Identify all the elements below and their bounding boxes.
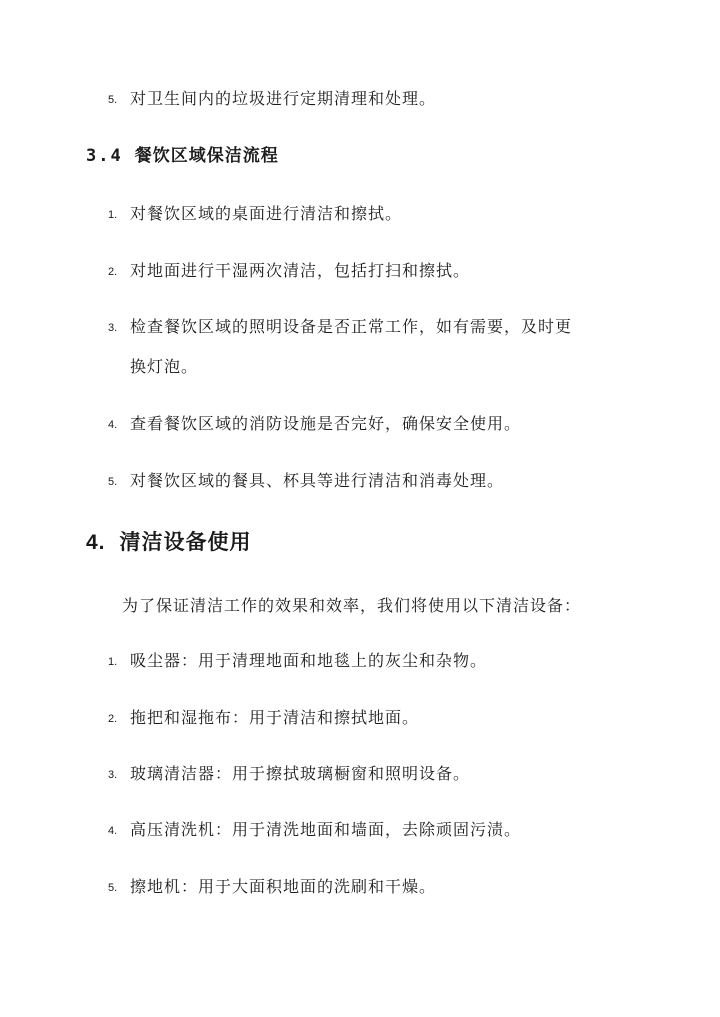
section-title: 餐饮区域保洁流程	[134, 146, 279, 166]
list-item-number: 5.	[108, 476, 118, 488]
section-heading-3-4	[86, 145, 279, 167]
list-item-number: 3.	[108, 769, 118, 781]
list-item	[108, 414, 628, 435]
list-item-text: 查看餐饮区域的消防设施是否完好，确保安全使用。	[130, 414, 522, 433]
section-heading-4	[86, 529, 252, 556]
list-item-number: 4.	[108, 825, 118, 837]
list-item-text: 对餐饮区域的桌面进行清洁和擦拭。	[130, 204, 403, 223]
list-item	[108, 877, 628, 898]
list-item-number: 1.	[108, 209, 118, 221]
list-item-text: 检查餐饮区域的照明设备是否正常工作，如有需要，及时更	[130, 317, 573, 336]
list-item-text: 擦地机：用于大面积地面的洗刷和干燥。	[130, 877, 437, 896]
list-item	[108, 89, 628, 110]
list-item-text: 吸尘器：用于清理地面和地毯上的灰尘和杂物。	[130, 651, 488, 670]
list-item-text: 对地面进行干湿两次清洁，包括打扫和擦拭。	[130, 261, 471, 280]
list-item-number: 2.	[108, 266, 118, 278]
list-item-text: 对卫生间内的垃圾进行定期清理和处理。	[130, 89, 437, 108]
list-item-text: 高压清洗机：用于清洗地面和墙面，去除顽固污渍。	[130, 820, 522, 839]
list-item-number: 3.	[108, 322, 118, 334]
list-item	[108, 708, 628, 729]
list-item	[108, 820, 628, 841]
list-item-number: 1.	[108, 656, 118, 668]
list-item-continuation: 换灯泡。	[130, 357, 199, 376]
list-item-text: 玻璃清洁器：用于擦拭玻璃橱窗和照明设备。	[130, 764, 471, 783]
list-item	[108, 764, 628, 785]
section-number: 4.	[86, 531, 106, 554]
list-item	[108, 651, 628, 672]
section-number: 3.4	[86, 146, 123, 166]
list-item-number: 5.	[108, 94, 118, 106]
list-item	[108, 317, 628, 338]
list-item-number: 2.	[108, 713, 118, 725]
intro-paragraph: 为了保证清洁工作的效果和效率，我们将使用以下清洁设备：	[122, 596, 582, 615]
list-item-text: 对餐饮区域的餐具、杯具等进行清洁和消毒处理。	[130, 471, 505, 490]
section-title: 清洁设备使用	[119, 529, 252, 554]
list-item	[108, 471, 628, 492]
list-item-text: 拖把和湿拖布：用于清洁和擦拭地面。	[130, 708, 420, 727]
list-item-number: 4.	[108, 419, 118, 431]
list-item	[108, 204, 628, 225]
list-item-number: 5.	[108, 882, 118, 894]
list-item	[108, 261, 628, 282]
